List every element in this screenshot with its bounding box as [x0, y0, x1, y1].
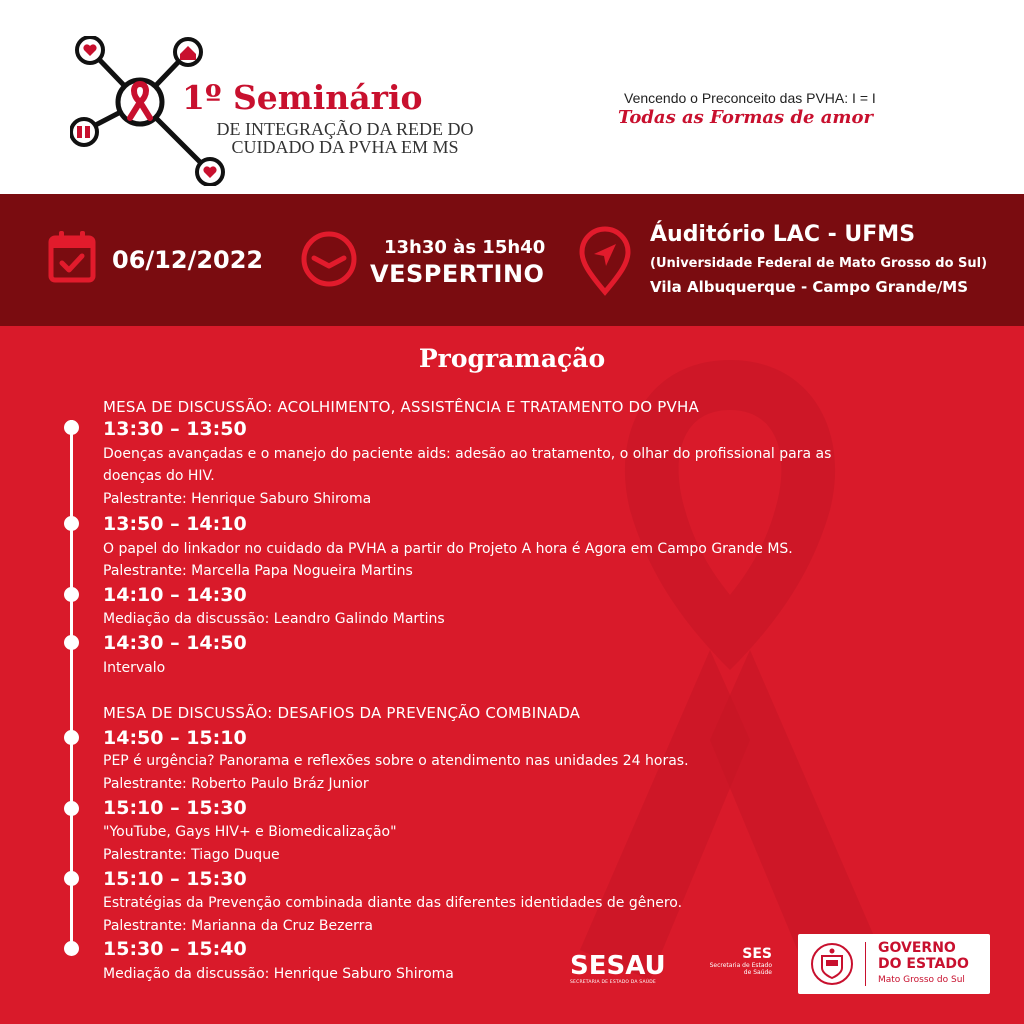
seminar-title: 1º Seminário — [182, 78, 423, 117]
seminar-subtitle — [200, 120, 490, 156]
people-icon — [71, 119, 97, 145]
talk-title: O papel do linkador no cuidado da PVHA a partir do Projeto A hora é Agora em Campo Grande MS. — [103, 541, 793, 557]
time-slot: 13:30 – 13:50 — [103, 418, 247, 440]
ses-subtitle: Secretaria de Estado — [709, 962, 772, 969]
venue-address: Vila Albuquerque - Campo Grande/MS — [650, 278, 969, 296]
speaker: Palestrante: Tiago Duque — [103, 847, 280, 863]
event-period: VESPERTINO — [370, 260, 545, 288]
mediation: Mediação da discussão: Leandro Galindo Martins — [103, 611, 445, 627]
program-title: Programação — [418, 344, 606, 373]
timeline-dot — [64, 516, 79, 531]
talk-title: doenças do HIV. — [103, 468, 215, 484]
venue-name: Áuditório LAC - UFMS — [650, 222, 916, 247]
header — [0, 0, 1024, 194]
speaker: Palestrante: Marianna da Cruz Bezerra — [103, 918, 373, 934]
timeline-dot — [64, 871, 79, 886]
timeline-dot — [64, 587, 79, 602]
ses-logo — [700, 946, 772, 976]
time-slot: 13:50 – 14:10 — [103, 513, 247, 535]
hands-heart-icon — [197, 159, 223, 185]
state-seal-icon — [810, 942, 854, 986]
awareness-ribbon-icon — [118, 80, 162, 124]
calendar-icon — [48, 230, 96, 284]
section-heading: MESA DE DISCUSSÃO: DESAFIOS DA PREVENÇÃO COMBINADA — [103, 704, 581, 722]
house-icon — [175, 39, 201, 65]
sesau-subtitle: SECRETARIA DE ESTADO DA SAÚDE — [570, 980, 656, 985]
timeline-dot — [64, 730, 79, 745]
clock-icon — [300, 230, 358, 288]
tagline-strong: Todas as Formas de amor — [618, 107, 873, 128]
ses-name: SES — [742, 946, 772, 962]
time-slot: 15:10 – 15:30 — [103, 868, 247, 890]
speaker: Palestrante: Henrique Saburo Shiroma — [103, 491, 372, 507]
timeline-dot — [64, 420, 79, 435]
sesau-name: SESAU — [570, 951, 666, 981]
heart-icon — [77, 37, 103, 63]
government-logo — [798, 934, 990, 994]
talk-title: PEP é urgência? Panorama e reflexões sobre o atendimento nas unidades 24 horas. — [103, 753, 689, 769]
gov-state: Mato Grosso do Sul — [878, 975, 965, 985]
ses-subtitle: de Saúde — [743, 969, 772, 976]
time-slot: 14:30 – 14:50 — [103, 632, 247, 654]
gov-line: GOVERNO — [878, 940, 956, 956]
talk-title: Estratégias da Prevenção combinada diante das diferentes identidades de gênero. — [103, 895, 683, 911]
time-slot: 15:30 – 15:40 — [103, 938, 247, 960]
location-pin-icon — [578, 226, 632, 296]
timeline-dot — [64, 941, 79, 956]
venue-detail: (Universidade Federal de Mato Grosso do Sul) — [650, 256, 988, 271]
subtitle-line: CUIDADO DA PVHA EM MS — [231, 137, 459, 157]
subtitle-line: DE INTEGRAÇÃO DA REDE DO — [216, 119, 474, 139]
talk-title: "YouTube, Gays HIV+ e Biomedicalização" — [103, 824, 397, 840]
divider — [865, 942, 866, 986]
time-slot: 15:10 – 15:30 — [103, 797, 247, 819]
mediation: Mediação da discussão: Henrique Saburo Shiroma — [103, 966, 454, 982]
event-time: 13h30 às 15h40 — [384, 237, 546, 258]
section-heading: MESA DE DISCUSSÃO: ACOLHIMENTO, ASSISTÊNCIA E TRATAMENTO DO PVHA — [103, 398, 699, 416]
time-slot: 14:10 – 14:30 — [103, 584, 247, 606]
event-date: 06/12/2022 — [112, 246, 264, 274]
time-slot: 14:50 – 15:10 — [103, 727, 247, 749]
talk-title: Doenças avançadas e o manejo do paciente aids: adesão ao tratamento, o olhar do profissional para as — [103, 446, 832, 462]
gov-line: DO ESTADO — [878, 956, 969, 972]
tagline: Vencendo o Preconceito das PVHA: I = I — [624, 90, 876, 106]
sesau-logo — [570, 952, 666, 985]
timeline-dot — [64, 635, 79, 650]
timeline-dot — [64, 801, 79, 816]
speaker: Palestrante: Marcella Papa Nogueira Martins — [103, 563, 413, 579]
break: Intervalo — [103, 660, 166, 676]
speaker: Palestrante: Roberto Paulo Bráz Junior — [103, 776, 369, 792]
